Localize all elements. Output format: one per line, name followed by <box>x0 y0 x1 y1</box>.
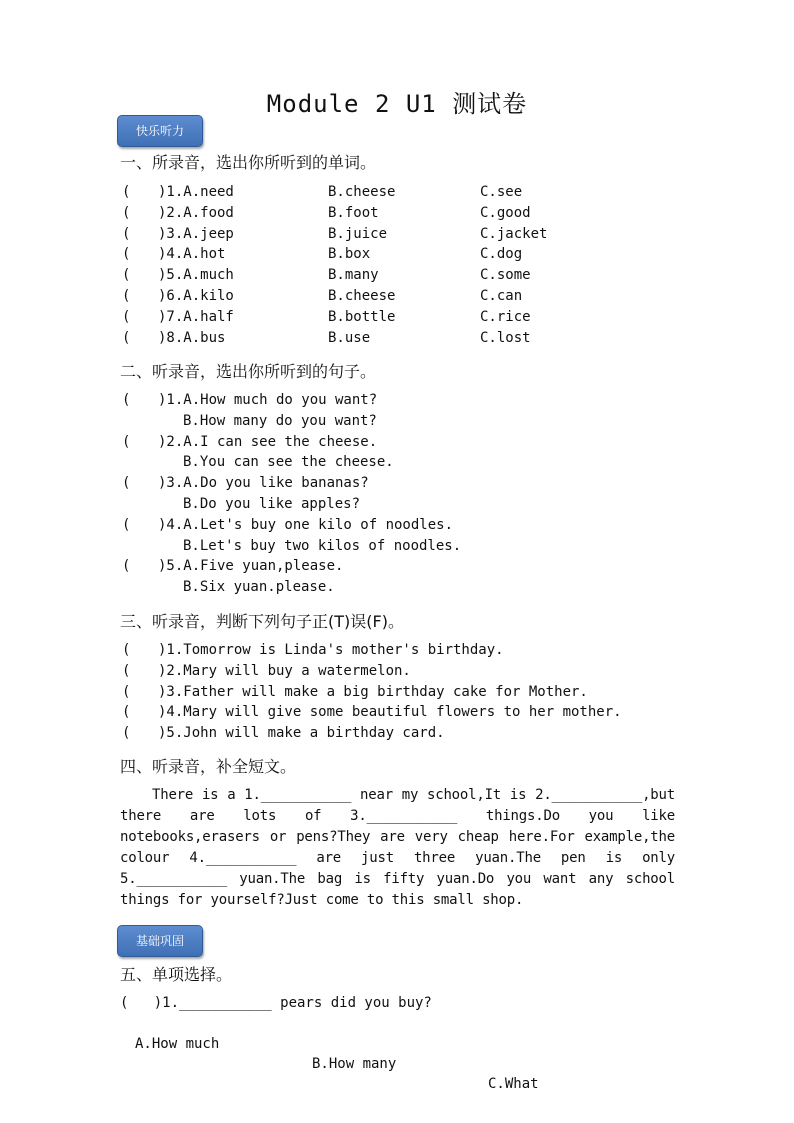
choice-question-1: ( )1.___________ pears did you buy? <box>120 995 432 1011</box>
option-a: )6.A.kilo <box>158 288 234 304</box>
option-a: )2.A.food <box>158 204 234 221</box>
section-badge-basics: 基础巩固 <box>117 925 203 957</box>
sentence-choice-row <box>120 556 680 576</box>
answer-paren: ( <box>122 225 131 242</box>
option-b: B.How many do you want? <box>183 412 377 429</box>
sentence-choice-row-b <box>120 494 680 514</box>
section-heading-2: 二、听录音，选出你所听到的句子。 <box>120 362 377 381</box>
option-a: )4.A.hot <box>158 246 226 263</box>
answer-paren: ( <box>122 392 131 408</box>
answer-paren: ( <box>122 558 131 575</box>
option-b: B.cheese <box>328 184 396 200</box>
statement-text: )5.John will make a birthday card. <box>158 725 445 742</box>
answer-paren: ( <box>122 662 131 679</box>
option-b: B.Do you like apples? <box>183 496 361 512</box>
answer-paren: ( <box>122 184 131 200</box>
option-b: B.cheese <box>328 288 396 304</box>
option-b: B.box <box>328 246 371 263</box>
answer-paren: ( <box>122 475 131 492</box>
option-b: B.How many <box>312 1056 397 1072</box>
option-a: )5.A.Five yuan,please. <box>158 558 344 575</box>
answer-paren: ( <box>122 433 131 450</box>
word-choice-row <box>120 307 680 327</box>
option-a: )2.A.I can see the cheese. <box>158 433 378 450</box>
statement-text: )1.Tomorrow is Linda's mother's birthday. <box>158 642 504 658</box>
word-choice-row <box>120 182 680 202</box>
sentence-choice-row <box>120 515 680 535</box>
true-false-row <box>120 682 680 702</box>
option-a: )3.A.Do you like bananas? <box>158 475 369 492</box>
option-b: B.Let's buy two kilos of noodles. <box>183 537 462 554</box>
sentence-choice-row-b <box>120 411 680 431</box>
answer-paren: ( <box>122 683 131 700</box>
word-choice-row <box>120 286 680 306</box>
answer-paren: ( <box>122 642 131 658</box>
option-c: C.rice <box>480 308 531 325</box>
word-choice-row <box>120 328 680 348</box>
sentence-choice-row-b <box>120 452 680 472</box>
page-title: Module 2 U1 测试卷 <box>266 90 528 118</box>
statement-text: )2.Mary will buy a watermelon. <box>158 662 411 679</box>
answer-paren: ( <box>122 308 131 325</box>
cloze-paragraph: There is a 1.___________ near my school,It is 2.___________,but there are lots of 3.___________ things.Do you like notebooks,erasers or pens?They are very cheap here.For example,the colour 4.___________ are just three yuan.The pen is only 5.___________ yuan.The bag is fifty yuan.Do you want any school things for yourself?Just come to this small shop. <box>120 787 675 908</box>
true-false-row <box>120 702 680 722</box>
section-heading-5: 五、单项选择。 <box>120 965 233 984</box>
true-false-row <box>120 723 680 743</box>
option-a: )8.A.bus <box>158 329 226 346</box>
section-badge-listening: 快乐听力 <box>117 115 203 147</box>
sentence-choice-row-b <box>120 577 680 597</box>
answer-paren: ( <box>122 267 131 284</box>
answer-paren: ( <box>122 204 131 221</box>
sentence-choice-row <box>120 473 680 493</box>
word-choice-row <box>120 203 680 223</box>
answer-paren: ( <box>122 329 131 346</box>
option-c: C.lost <box>480 329 531 346</box>
option-c: C.good <box>480 204 531 221</box>
option-c: C.jacket <box>480 225 548 242</box>
option-a: A.How much <box>135 1036 220 1052</box>
option-c: C.see <box>480 184 523 200</box>
word-choice-row <box>120 265 680 285</box>
answer-paren: ( <box>122 704 131 721</box>
option-b: B.You can see the cheese. <box>183 454 394 471</box>
option-a: )5.A.much <box>158 267 234 284</box>
option-b: B.Six yuan.please. <box>183 579 335 596</box>
option-c: C.dog <box>480 246 523 263</box>
word-choice-row <box>120 224 680 244</box>
word-choice-row <box>120 244 680 264</box>
statement-text: )4.Mary will give some beautiful flowers to her mother. <box>158 704 622 721</box>
option-a: )1.A.need <box>158 184 234 200</box>
option-b: B.many <box>328 267 379 284</box>
answer-paren: ( <box>122 725 131 742</box>
choice-options-1 <box>120 1014 680 1092</box>
option-b: B.bottle <box>328 308 396 325</box>
section-heading-4: 四、听录音，补全短文。 <box>120 757 297 776</box>
sentence-choice-row <box>120 390 680 410</box>
section-heading-1: 一、所录音，选出你所听到的单词。 <box>120 153 377 172</box>
option-a: )7.A.half <box>158 308 234 325</box>
answer-paren: ( <box>122 288 131 304</box>
option-c: C.some <box>480 267 531 284</box>
option-a: )1.A.How much do you want? <box>158 392 378 408</box>
option-c: C.What <box>488 1076 539 1092</box>
sentence-choice-row-b <box>120 536 680 556</box>
answer-paren: ( <box>122 246 131 263</box>
option-a: )3.A.jeep <box>158 225 234 242</box>
section-heading-3: 三、听录音，判断下列句子正(T)误(F)。 <box>120 612 404 631</box>
true-false-row <box>120 640 680 660</box>
option-b: B.use <box>328 329 371 346</box>
option-b: B.juice <box>328 225 388 242</box>
true-false-row <box>120 661 680 681</box>
answer-paren: ( <box>122 516 131 533</box>
option-c: C.can <box>480 288 523 304</box>
option-a: )4.A.Let's buy one kilo of noodles. <box>158 516 454 533</box>
statement-text: )3.Father will make a big birthday cake for Mother. <box>158 683 588 700</box>
sentence-choice-row <box>120 432 680 452</box>
option-b: B.foot <box>328 204 379 221</box>
